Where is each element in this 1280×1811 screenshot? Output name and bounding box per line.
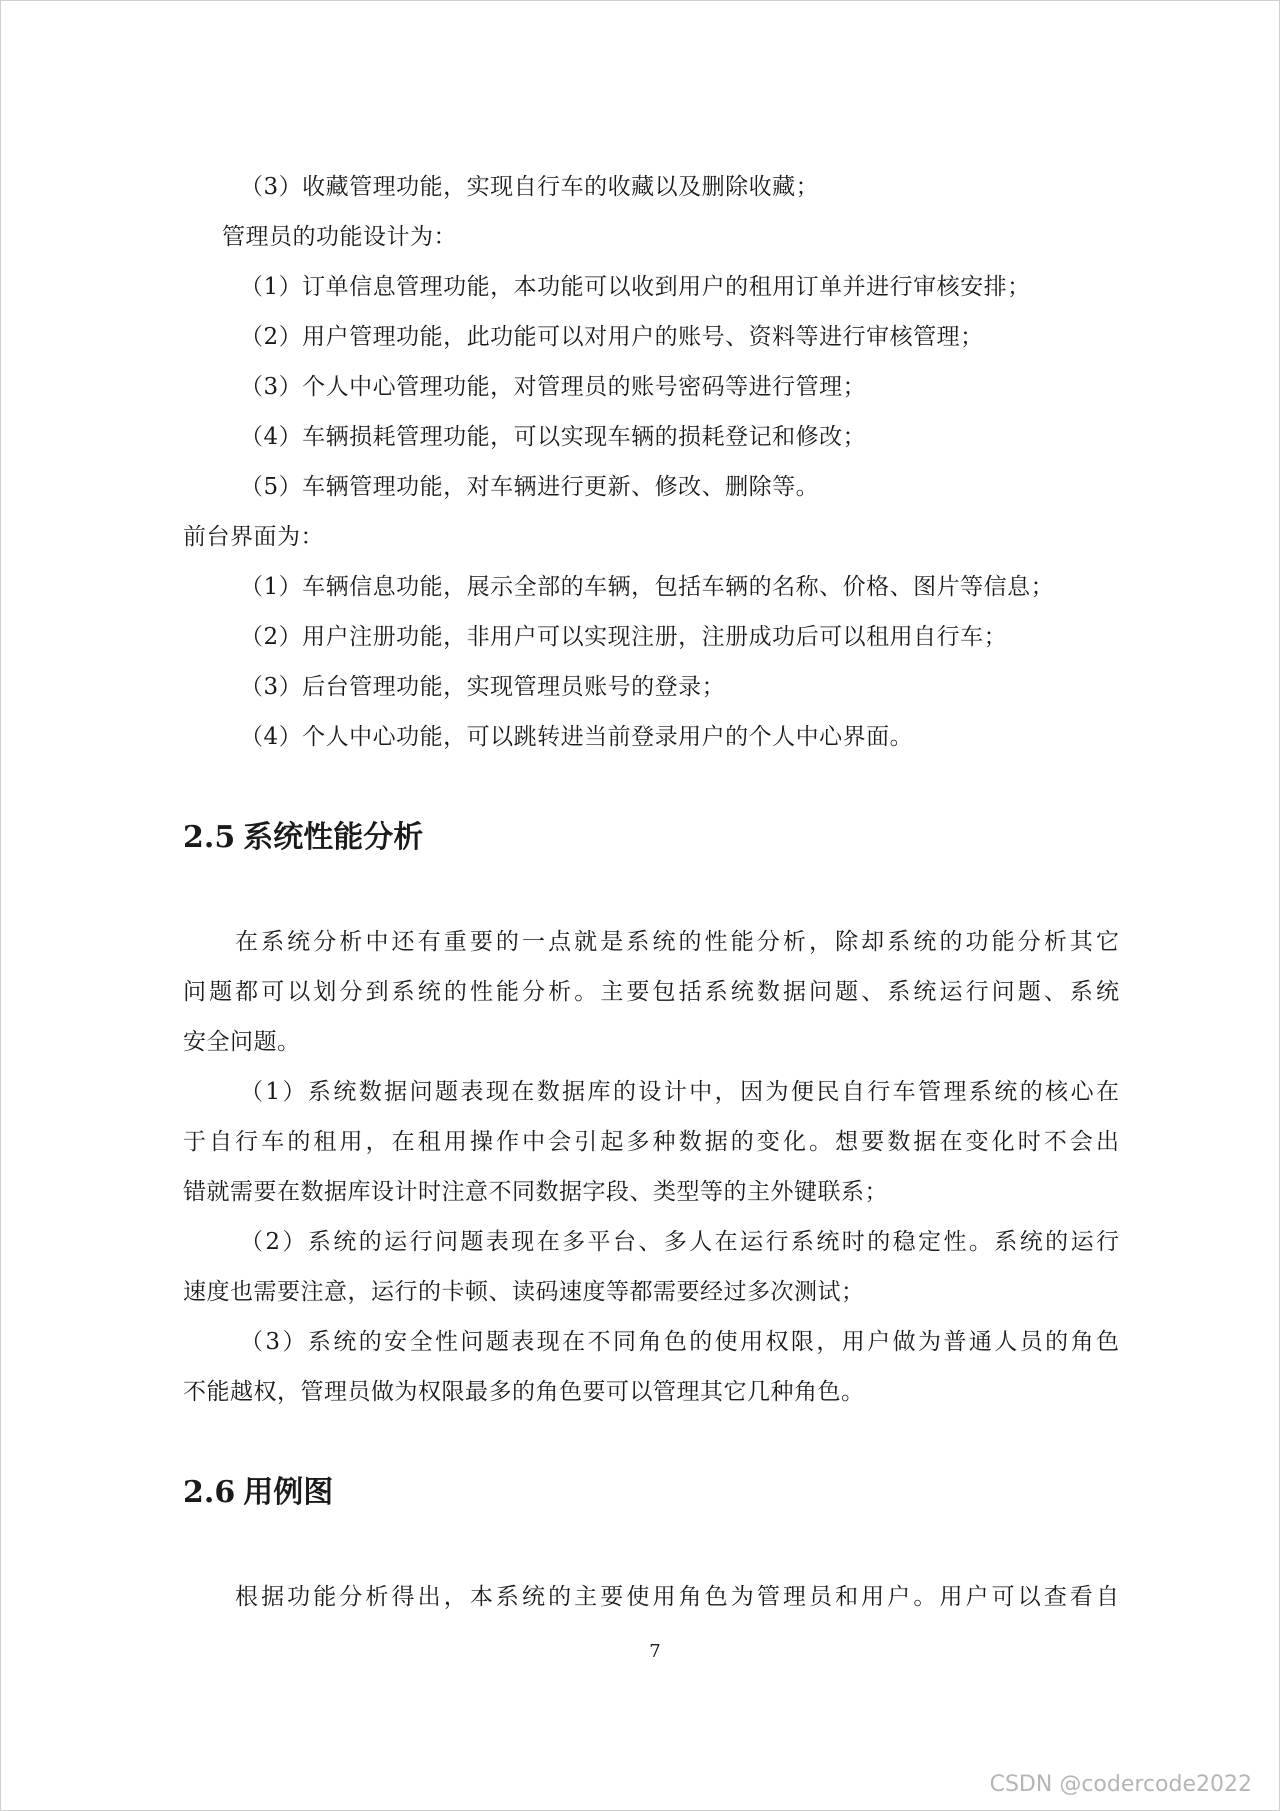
admin-design-label: 管理员的功能设计为： <box>222 224 457 250</box>
paragraph-line: 安全问题。 <box>183 1029 301 1055</box>
list-item-order: （1）订单信息管理功能，本功能可以收到用户的租用订单并进行审核安排； <box>240 274 1031 300</box>
paragraph-line: 速度也需要注意，运行的卡顿、读码速度等都需要经过多次测试； <box>183 1279 865 1305</box>
paragraph-line: （2）系统的运行问题表现在多平台、多人在运行系统时的稳定性。系统的运行 <box>240 1229 1119 1255</box>
paragraph-line: （1）系统数据问题表现在数据库的设计中，因为便民自行车管理系统的核心在 <box>240 1079 1119 1105</box>
paragraph-line: 不能越权，管理员做为权限最多的角色要可以管理其它几种角色。 <box>183 1379 865 1405</box>
section-number: 2.5 <box>183 820 236 855</box>
section-title: 用例图 <box>243 1475 334 1510</box>
paragraph-line: 在系统分析中还有重要的一点就是系统的性能分析，除却系统的功能分析其它 <box>235 929 1119 955</box>
list-item-personal-center: （3）个人中心管理功能，对管理员的账号密码等进行管理； <box>240 374 867 400</box>
paragraph-line: 错就需要在数据库设计时注意不同数据字段、类型等的主外键联系； <box>183 1179 888 1205</box>
list-item-vehicle-info: （1）车辆信息功能，展示全部的车辆，包括车辆的名称、价格、图片等信息； <box>240 574 1055 600</box>
list-item-vehicle-manage: （5）车辆管理功能，对车辆进行更新、修改、删除等。 <box>240 474 820 500</box>
list-item-user-manage: （2）用户管理功能，此功能可以对用户的账号、资料等进行审核管理； <box>240 324 984 350</box>
list-item-vehicle-loss: （4）车辆损耗管理功能，可以实现车辆的损耗登记和修改； <box>240 424 867 450</box>
list-item-collection: （3）收藏管理功能，实现自行车的收藏以及删除收藏； <box>240 174 820 200</box>
section-title: 系统性能分析 <box>243 820 424 855</box>
paragraph-line: （3）系统的安全性问题表现在不同角色的使用权限，用户做为普通人员的角色 <box>240 1329 1119 1355</box>
frontend-label: 前台界面为： <box>183 524 324 550</box>
paragraph-line: 根据功能分析得出，本系统的主要使用角色为管理员和用户。用户可以查看自 <box>235 1584 1119 1610</box>
paragraph-line: 问题都可以划分到系统的性能分析。主要包括系统数据问题、系统运行问题、系统 <box>183 979 1119 1005</box>
page-number: 7 <box>649 1641 661 1662</box>
list-item-personal-jump: （4）个人中心功能，可以跳转进当前登录用户的个人中心界面。 <box>240 724 914 750</box>
list-item-register: （2）用户注册功能，非用户可以实现注册，注册成功后可以租用自行车； <box>240 624 1008 650</box>
section-heading-2-6 <box>183 1475 333 1511</box>
csdn-watermark: CSDN @codercode2022 <box>989 1772 1252 1797</box>
section-heading-2-5 <box>183 820 423 856</box>
section-number: 2.6 <box>183 1475 236 1510</box>
list-item-backend: （3）后台管理功能，实现管理员账号的登录； <box>240 674 726 700</box>
paragraph-line: 于自行车的租用，在租用操作中会引起多种数据的变化。想要数据在变化时不会出 <box>183 1129 1119 1155</box>
